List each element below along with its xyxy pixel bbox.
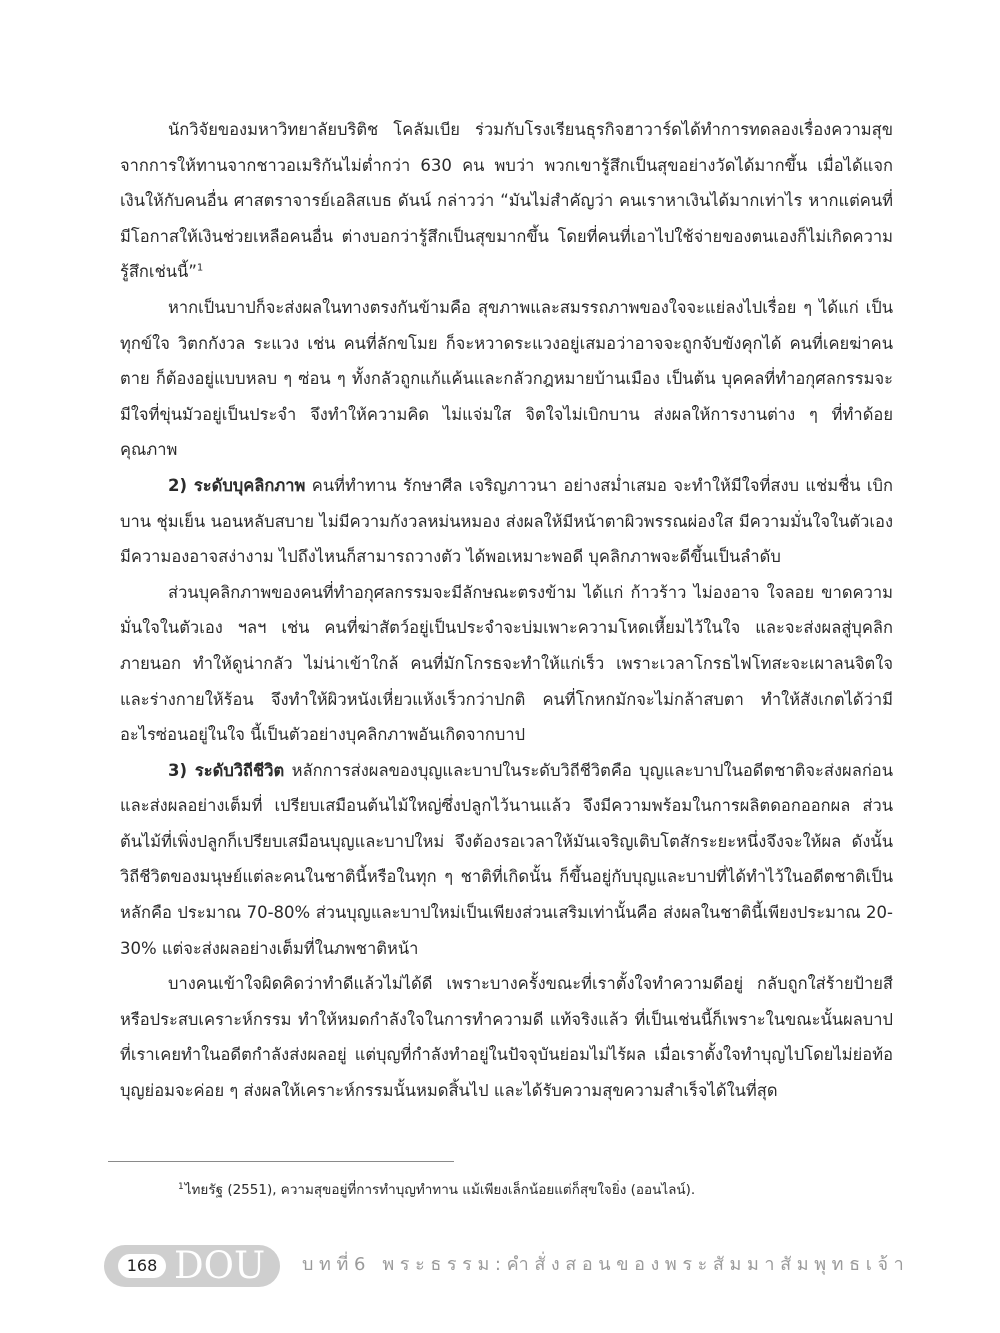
paragraph-1-text: นักวิจัยของมหาวิทยาลัยบริติช โคลัมเบีย ร่วมกับโรงเรียนธุรกิจฮาวาร์ดได้ทำการทดลองเรื่องความสุขจากการให้ทานจากชาวอเมริกันไม่ต่ำกว่า 630 คน พบว่า พวกเขารู้สึกเป็นสุขอย่างวัดได้มากขึ้น เมื่อได้แจกเงินให้กับคนอื่น ศาสตราจารย์เอลิสเบธ ดันน์ กล่าวว่า “มันไม่สำคัญว่า คนเราหาเงินได้มากเท่าไร หากแต่คนที่มีโอกาสให้เงินช่วยเหลือคนอื่น ต่างบอกว่ารู้สึกเป็นสุขมากขึ้น โดยที่คนที่เอาไปใช้จ่ายของตนเองก็ไม่เกิดความรู้สึกเช่นนี้”	[120, 120, 893, 282]
paragraph-5	[120, 753, 893, 967]
page-footer	[104, 1242, 910, 1290]
paragraph-4: ส่วนบุคลิกภาพของคนที่ทำอกุศลกรรมจะมีลักษณะตรงข้าม ได้แก่ ก้าวร้าว ไม่องอาจ ใจลอย ขาดความมั่นใจในตัวเอง ฯลฯ เช่น คนที่ฆ่าสัตว์อยู่เป็นประจำจะบ่มเพาะความโหดเหี้ยมไว้ในใจ และจะส่งผลสู่บุคลิกภายนอก ทำให้ดูน่ากลัว ไม่น่าเข้าใกล้ คนที่มักโกรธจะทำให้แก่เร็ว เพราะเวลาโกรธไฟโทสะจะเผาลนจิตใจและร่างกายให้ร้อน จึงทำให้ผิวหนังเหี่ยวแห้งเร็วกว่าปกติ คนที่โกหกมักจะไม่กล้าสบตา ทำให้สังเกตได้ว่ามีอะไรซ่อนอยู่ในใจ นี้เป็นตัวอย่างบุคลิกภาพอันเกิดจากบาป	[120, 582, 893, 745]
chapter-title: บทที่6 พระธรรม:คำสั่งสอนของพระสัมมาสัมพุทธเจ้า	[302, 1254, 910, 1275]
footnote-reference[interactable]: 1	[196, 262, 204, 274]
paragraph-1	[120, 112, 893, 290]
section-heading-personality: 2) ระดับบุคลิกภาพ	[168, 475, 306, 495]
footnote-number: 1	[178, 1181, 184, 1192]
footnote	[178, 1180, 898, 1200]
paragraph-3	[120, 468, 893, 575]
paragraph-3-text: คนที่ทำทาน รักษาศีล เจริญภาวนา อย่างสม่ำเสมอ จะทำให้มีใจที่สงบ แช่มชื่น เบิกบาน ชุ่มเย็น นอนหลับสบาย ไม่มีความกังวลหม่นหมอง ส่งผลให้มีหน้าตาผิวพรรณผ่องใส มีความมั่นใจในตัวเอง มีความองอาจสง่างาม ไปถึงไหนก็สามารถวางตัว ได้พอเหมาะพอดี บุคลิกภาพจะดีขึ้นเป็นลำดับ	[120, 475, 893, 567]
paragraph-6: บางคนเข้าใจผิดคิดว่าทำดีแล้วไม่ได้ดี เพราะบางครั้งขณะที่เราตั้งใจทำความดีอยู่ กลับถูกใส่ร้ายป้ายสี หรือประสบเคราะห์กรรม ทำให้หมดกำลังใจในการทำความดี แท้จริงแล้ว ที่เป็นเช่นนี้ก็เพราะในขณะนั้นผลบาปที่เราเคยทำในอดีตกำลังส่งผลอยู่ แต่บุญที่กำลังทำอยู่ในปัจจุบันย่อมไม่ไร้ผล เมื่อเราตั้งใจทำบุญไปโดยไม่ย่อท้อ บุญย่อมจะค่อย ๆ ส่งผลให้เคราะห์กรรมนั้นหมดสิ้นไป และได้รับความสุขความสำเร็จได้ในที่สุด	[120, 974, 893, 1101]
paragraph-5-text: หลักการส่งผลของบุญและบาปในระดับวิถีชีวิตคือ บุญและบาปในอดีตชาติจะส่งผลก่อนและส่งผลอย่างเต็มที่ เปรียบเสมือนต้นไม้ใหญ่ซึ่งปลูกไว้นานแล้ว จึงมีความพร้อมในการผลิตดอกออกผล ส่วนต้นไม้ที่เพิ่งปลูกก็เปรียบเสมือนบุญและบาปใหม่ จึงต้องรอเวลาให้มันเจริญเติบโตสักระยะหนึ่งจึงจะให้ผล ดังนั้นวิถีชีวิตของมนุษย์แต่ละคนในชาตินี้หรือในทุก ๆ ชาติที่เกิดนั้น ก็ขึ้นอยู่กับบุญและบาปที่ได้ทำไว้ในอดีตชาติเป็นหลักคือ ประมาณ 70-80% ส่วนบุญและบาปใหม่เป็นเพียงส่วนเสริมเท่านั้นคือ ส่งผลในชาตินี้เพียงประมาณ 20-30% แต่จะส่งผลอย่างเต็มที่ในภพชาติหน้า	[120, 760, 893, 958]
footnote-divider	[108, 1161, 454, 1162]
page-body	[120, 112, 893, 1109]
footnote-text: ไทยรัฐ (2551), ความสุขอยู่ที่การทำบุญทำทาน แม้เพียงเล็กน้อยแต่ก็สุขใจยิ่ง (ออนไลน์).	[184, 1182, 696, 1198]
paragraph-2: หากเป็นบาปก็จะส่งผลในทางตรงกันข้ามคือ สุขภาพและสมรรถภาพของใจจะแย่ลงไปเรื่อย ๆ ได้แก่ เป็นทุกข์ใจ วิตกกังวล ระแวง เช่น คนที่ลักขโมย ก็จะหวาดระแวงอยู่เสมอว่าอาจจะถูกจับขังคุกได้ คนที่เคยฆ่าคนตาย ก็ต้องอยู่แบบหลบ ๆ ซ่อน ๆ ทั้งกลัวถูกแก้แค้นและกลัวกฎหมายบ้านเมือง เป็นต้น บุคคลที่ทำอกุศลกรรมจะมีใจที่ขุ่นมัวอยู่เป็นประจำ จึงทำให้ความคิด ไม่แจ่มใส จิตใจไม่เบิกบาน ส่งผลให้การงานต่าง ๆ ที่ทำด้อยคุณภาพ	[120, 297, 893, 460]
dou-logo: DOU	[174, 1244, 266, 1287]
section-heading-way-of-life: 3) ระดับวิถีชีวิต	[168, 760, 285, 780]
page-number: 168	[118, 1254, 166, 1278]
footer-badge	[104, 1245, 280, 1287]
